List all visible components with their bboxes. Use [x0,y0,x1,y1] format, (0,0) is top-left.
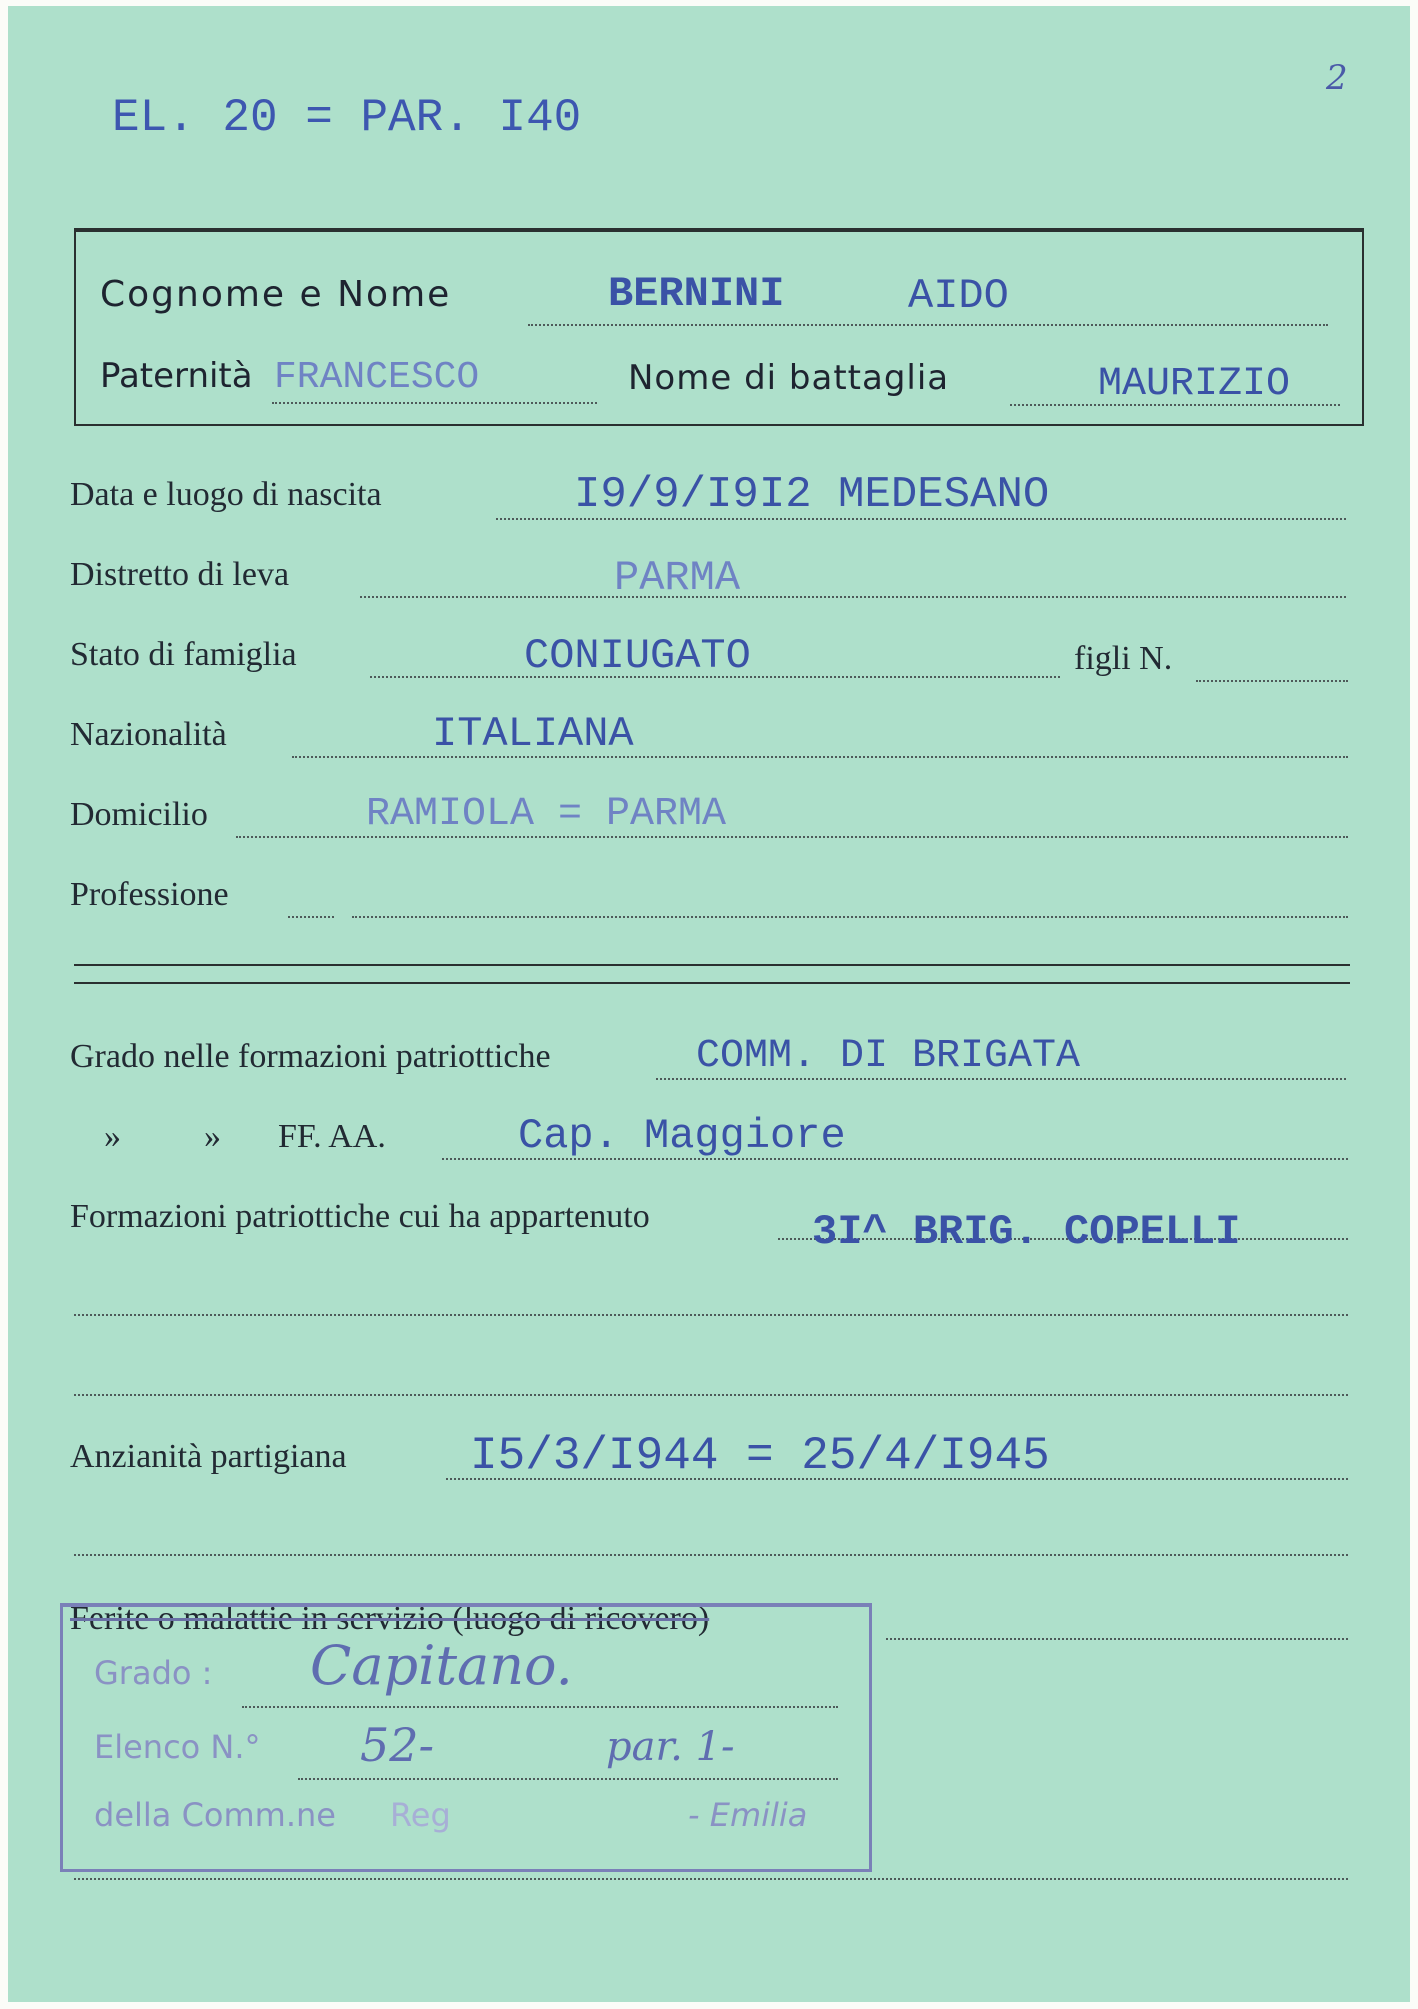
partisan-record-card [8,6,1410,2002]
corner-mark: 2 [1326,58,1348,98]
nationality-value: ITALIANA [432,710,634,758]
stamp-list-value: 52- [360,1718,435,1772]
birth-label: Data e luogo di nascita [70,476,382,513]
seniority-value: I5/3/I944 = 25/4/I945 [470,1430,1050,1482]
nationality-label: Nazionalità [70,716,227,753]
ffaa-quote-2: » [204,1118,221,1155]
stamp-commission-partial: Reg [390,1796,451,1834]
formations-value: 3I^ BRIG. COPELLI [812,1208,1241,1256]
profession-label: Professione [70,876,229,913]
seniority-label: Anzianità partigiana [70,1438,347,1475]
battle-name-label: Nome di battaglia [628,358,950,398]
children-label: figli N. [1074,640,1173,677]
surname-value: BERNINI [608,270,785,318]
ffaa-value: Cap. Maggiore [518,1112,846,1160]
name-value: AIDO [908,272,1009,320]
district-label: Distretto di leva [70,556,290,593]
stamp-grade-label: Grado : [94,1654,213,1692]
domicile-label: Domicilio [70,796,208,833]
domicile-value: RAMIOLA = PARMA [366,792,727,837]
stamp-commission-label: della Comm.ne [94,1796,336,1834]
header-code: EL. 20 = PAR. I40 [112,92,582,144]
stamp-commission-end: - Emilia [688,1796,808,1834]
paternity-value: FRANCESCO [274,356,480,399]
ffaa-quote-1: » [104,1118,121,1155]
formations-label: Formazioni patriottiche cui ha appartenuto [70,1198,650,1235]
rank-value: COMM. DI BRIGATA [696,1034,1081,1079]
family-label: Stato di famiglia [70,636,297,673]
battle-name-value: MAURIZIO [1098,362,1291,407]
rank-label: Grado nelle formazioni patriottiche [70,1038,551,1075]
paternity-label: Paternità [100,356,253,396]
stamp-list-label: Elenco N.° [94,1728,261,1766]
birth-value: I9/9/I9I2 MEDESANO [574,470,1050,520]
surname-name-label: Cognome e Nome [100,274,452,315]
stamp-grade-value: Capitano. [310,1634,573,1697]
wounds-label: Ferite o malattie in servizio (luogo di ricovero) [70,1600,710,1637]
district-value: PARMA [614,554,741,602]
stamp-par-value: par. 1- [606,1724,735,1770]
ffaa-label: FF. AA. [278,1118,386,1155]
family-value: CONIUGATO [524,632,751,680]
